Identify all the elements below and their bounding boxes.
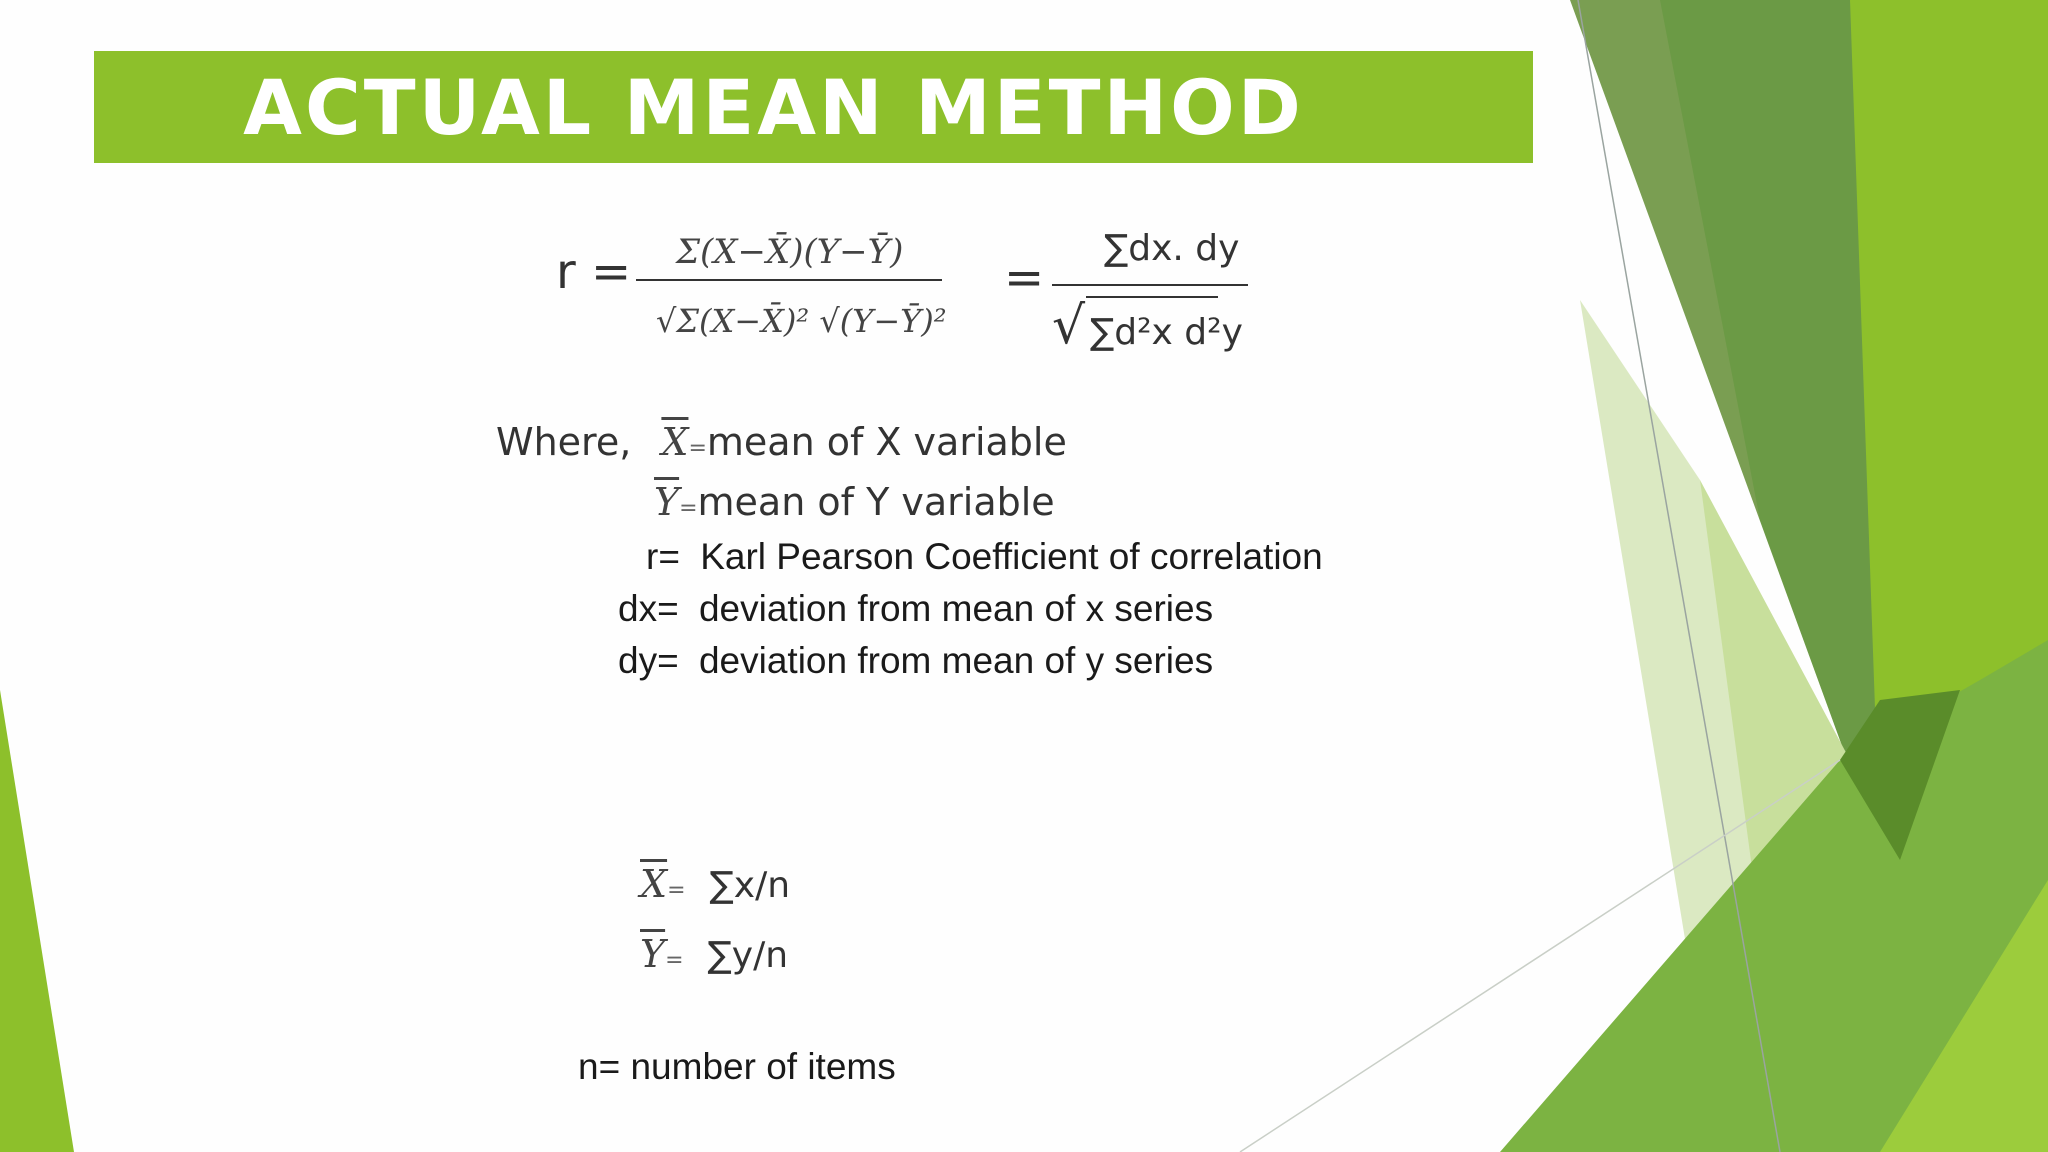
n-definition: n= number of items (578, 1046, 896, 1087)
definition-term: dx= (618, 588, 679, 629)
definition-text: deviation from mean of y series (698, 640, 1214, 681)
ybar-mean-equals: = (665, 948, 684, 973)
formula-denominator-1: √Σ(X−X̄)² √(Y−Ȳ)² (656, 302, 947, 340)
formula-r-label: r = (556, 244, 632, 300)
definition-term: dy= (618, 640, 679, 681)
where-ybar-row (654, 480, 1055, 524)
formula-equals: = (1004, 250, 1045, 306)
definition-dx (618, 588, 1213, 630)
xbar-definition: mean of X variable (706, 420, 1067, 464)
where-xbar-row (496, 420, 1067, 464)
definition-dy (618, 640, 1213, 682)
ybar-mean-symbol: $\overline{Y}$ (640, 932, 666, 976)
formula-numerator-1: Σ(X−X̄)(Y−Ȳ) (676, 232, 904, 272)
ybar-mean-row (640, 932, 788, 976)
xbar-equals: = (688, 436, 707, 461)
where-label: Where, (496, 420, 632, 464)
fraction-line-1 (636, 279, 942, 281)
ybar-symbol: $\overline{Y}$ (654, 480, 680, 524)
xbar-mean-formula: ∑x/n (709, 865, 791, 906)
definition-r (646, 536, 1323, 578)
left-accent-shape (0, 690, 74, 1152)
formula-numerator-2: ∑dx. dy (1104, 228, 1240, 269)
title-bar (94, 51, 1533, 163)
ybar-equals: = (679, 496, 698, 521)
definition-text: deviation from mean of x series (698, 588, 1214, 629)
xbar-symbol: $\overline{X}$ (661, 420, 689, 464)
ybar-definition: mean of Y variable (697, 480, 1055, 524)
definition-text: Karl Pearson Coefficient of correlation (700, 536, 1323, 577)
xbar-mean-equals: = (667, 878, 686, 903)
slide-title: ACTUAL MEAN METHOD (243, 62, 1304, 152)
ybar-mean-formula: ∑y/n (707, 935, 789, 976)
xbar-mean-symbol: $\overline{X}$ (640, 862, 668, 906)
sqrt-icon: √ (1052, 296, 1086, 356)
formula-denominator-2: ∑d²x d²y (1090, 312, 1243, 353)
definition-term: r= (646, 536, 680, 577)
xbar-mean-row (640, 862, 790, 906)
fraction-line-2 (1052, 284, 1248, 286)
sqrt-bar (1086, 296, 1218, 298)
